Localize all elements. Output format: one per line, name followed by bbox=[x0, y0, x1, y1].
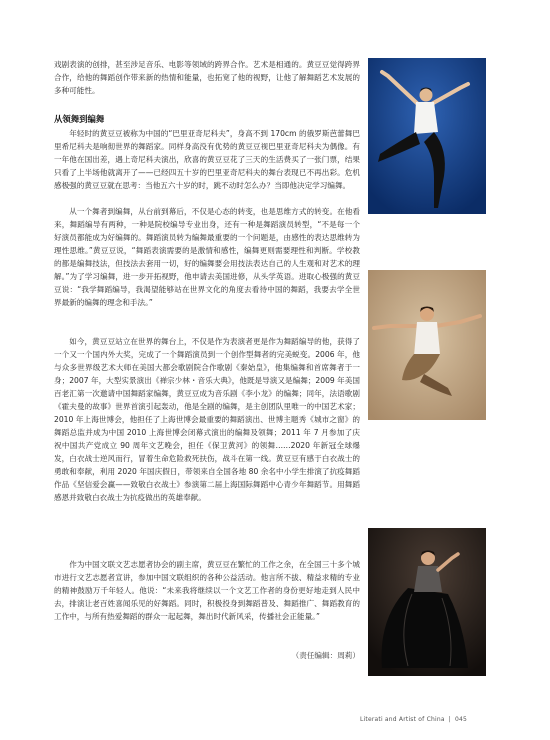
dancer-kneel-photo bbox=[368, 528, 486, 676]
magazine-name: Literati and Artist of China bbox=[360, 716, 445, 723]
body-paragraph: 从一个舞者到编舞，从台前到幕后，不仅是心态的转变，也是思维方式的转变。在他看来，舞蹈编导有两种，一种是院校编导专业出身，还有一种是舞蹈演员转型，“不是每一个好演员都能成为好编舞的。舞蹈演员转为编舞最重要的一个问题是，由感性的表达思维转为理性思维。”黄豆豆说，“舞蹈表演需要的是激情和感性，编舞更则需要理性和判断。学校教的都是编舞技法，但技法去套用一切，好的编舞要会用技法表达自己的人生观和对艺术的理解。”为了学习编舞，进一步开拓视野，他申请去美国进修，从头学英语。进取心极强的黄豆豆说：“我学舞蹈编导，我渴望能够站在世界文化的角度去看待中国的舞蹈，我要去学全世界最新的编舞的理念和手法。” bbox=[54, 207, 360, 307]
editor-note: （责任编辑：周莉） bbox=[291, 651, 360, 660]
body-paragraph: 年轻时的黄豆豆被称为中国的“巴里亚奇尼科夫”，身高不到 170cm 的俄罗斯芭蕾舞巴里希尼科夫是响彻世界的舞蹈家。同样身高没有优势的黄豆豆视巴里亚奇尼科夫为偶像。有一年他在国出差，遇上奇尼科夫演出，欣喜的黄豆豆花了三天的生活费买了一张门票，结果只看了上半场他就离开了——已经四五十岁的巴里亚奇尼科夫的舞台表现已不再出彩。危机感极强的黄豆豆就在思考：当他五六十岁的时，跳不动时怎么办？当即他决定学习编舞。 bbox=[54, 129, 360, 190]
section-heading: 从领舞到编舞 bbox=[54, 114, 105, 124]
body-paragraph: 作为中国文联文艺志愿者协会的副主席，黄豆豆在繁忙的工作之余，在全国三十多个城市进行文艺志愿者宣讲，参加中国文联组织的各种公益活动。他言所不拔、精益求精的专业的精神鼓励万千年轻人。他说：“未来我将继续以一个文艺工作者的身份更好地走到人民中去，排演让老百姓喜闻乐见的好舞蹈。同时，积极投身到舞蹈普及、舞蹈推广、舞蹈教育的工作中，与所有热爱舞蹈的群众一起起舞，舞出时代新风采，传播社会正能量。” bbox=[54, 560, 360, 621]
section-heading-wrap bbox=[54, 113, 360, 126]
footer-divider: | bbox=[448, 716, 451, 723]
page-number: 045 bbox=[454, 716, 468, 723]
article-column bbox=[54, 58, 360, 97]
paragraph-3-wrap bbox=[54, 335, 360, 504]
dancer-leap-photo bbox=[368, 58, 486, 214]
body-paragraph: 如今，黄豆豆站立在世界的舞台上，不仅是作为表演者更是作为舞蹈编导的他，获得了一个又一个国内外大奖，完成了一个舞蹈演员到一个创作型舞者的完美蜕变。2006 年，他与众多世界级艺术大师在美国大都会歌剧院合作歌剧《秦始皇》，他集编舞和首席舞者于一身；2007 年，大型实景演出《禅宗少林・音乐大典》，他既是导演又是编舞；2009 年美国百老汇第一次邀请中国舞蹈家编舞，黄豆豆成为音乐剧《李小龙》的编舞；同年，法语歌剧《霍夫曼的故事》世界首演引起轰动，他是全剧的编舞，是主创团队里唯一的中国艺术家；2010 年上海世博会，他担任了上海世博会最重要的舞蹈演出、世博主题秀《城市之窗》的舞蹈总监并成为中国 2010 上海世博会闭幕式演出的编舞及领舞；2011 年 7 月参加了庆祝中国共产党成立 90 周年文艺晚会，担任《保卫黄河》的领舞……2020 年新冠全球爆发，白衣战士逆风而行，冒着生命危险救死扶伤，战斗在第一线。黄豆豆有感于白衣战士的勇敢和奉献，利用 2020 年国庆假日，带领来自全国各地 80 余名中小学生排演了抗疫舞蹈作品《坚信爱会赢——致敬白衣战士》参演第二届上海国际舞蹈中心青少年舞蹈节。用舞蹈感恩并致敬白衣战士为抗疫做出的英雄奉献。 bbox=[54, 337, 360, 502]
paragraph-4-wrap bbox=[54, 558, 360, 623]
paragraph-1-wrap bbox=[54, 127, 360, 192]
intro-paragraph: 戏剧表演的创排，甚至涉足音乐、电影等领域的跨界合作。艺术是相通的。黄豆豆觉得跨界合作，给他的舞蹈创作带来新的热情和能量，也拓宽了他的视野，让他了解舞蹈艺术发展的多种可能性。 bbox=[54, 60, 360, 95]
dancer-jump-photo bbox=[368, 270, 486, 420]
page-footer bbox=[360, 716, 467, 723]
paragraph-2-wrap bbox=[54, 205, 360, 309]
